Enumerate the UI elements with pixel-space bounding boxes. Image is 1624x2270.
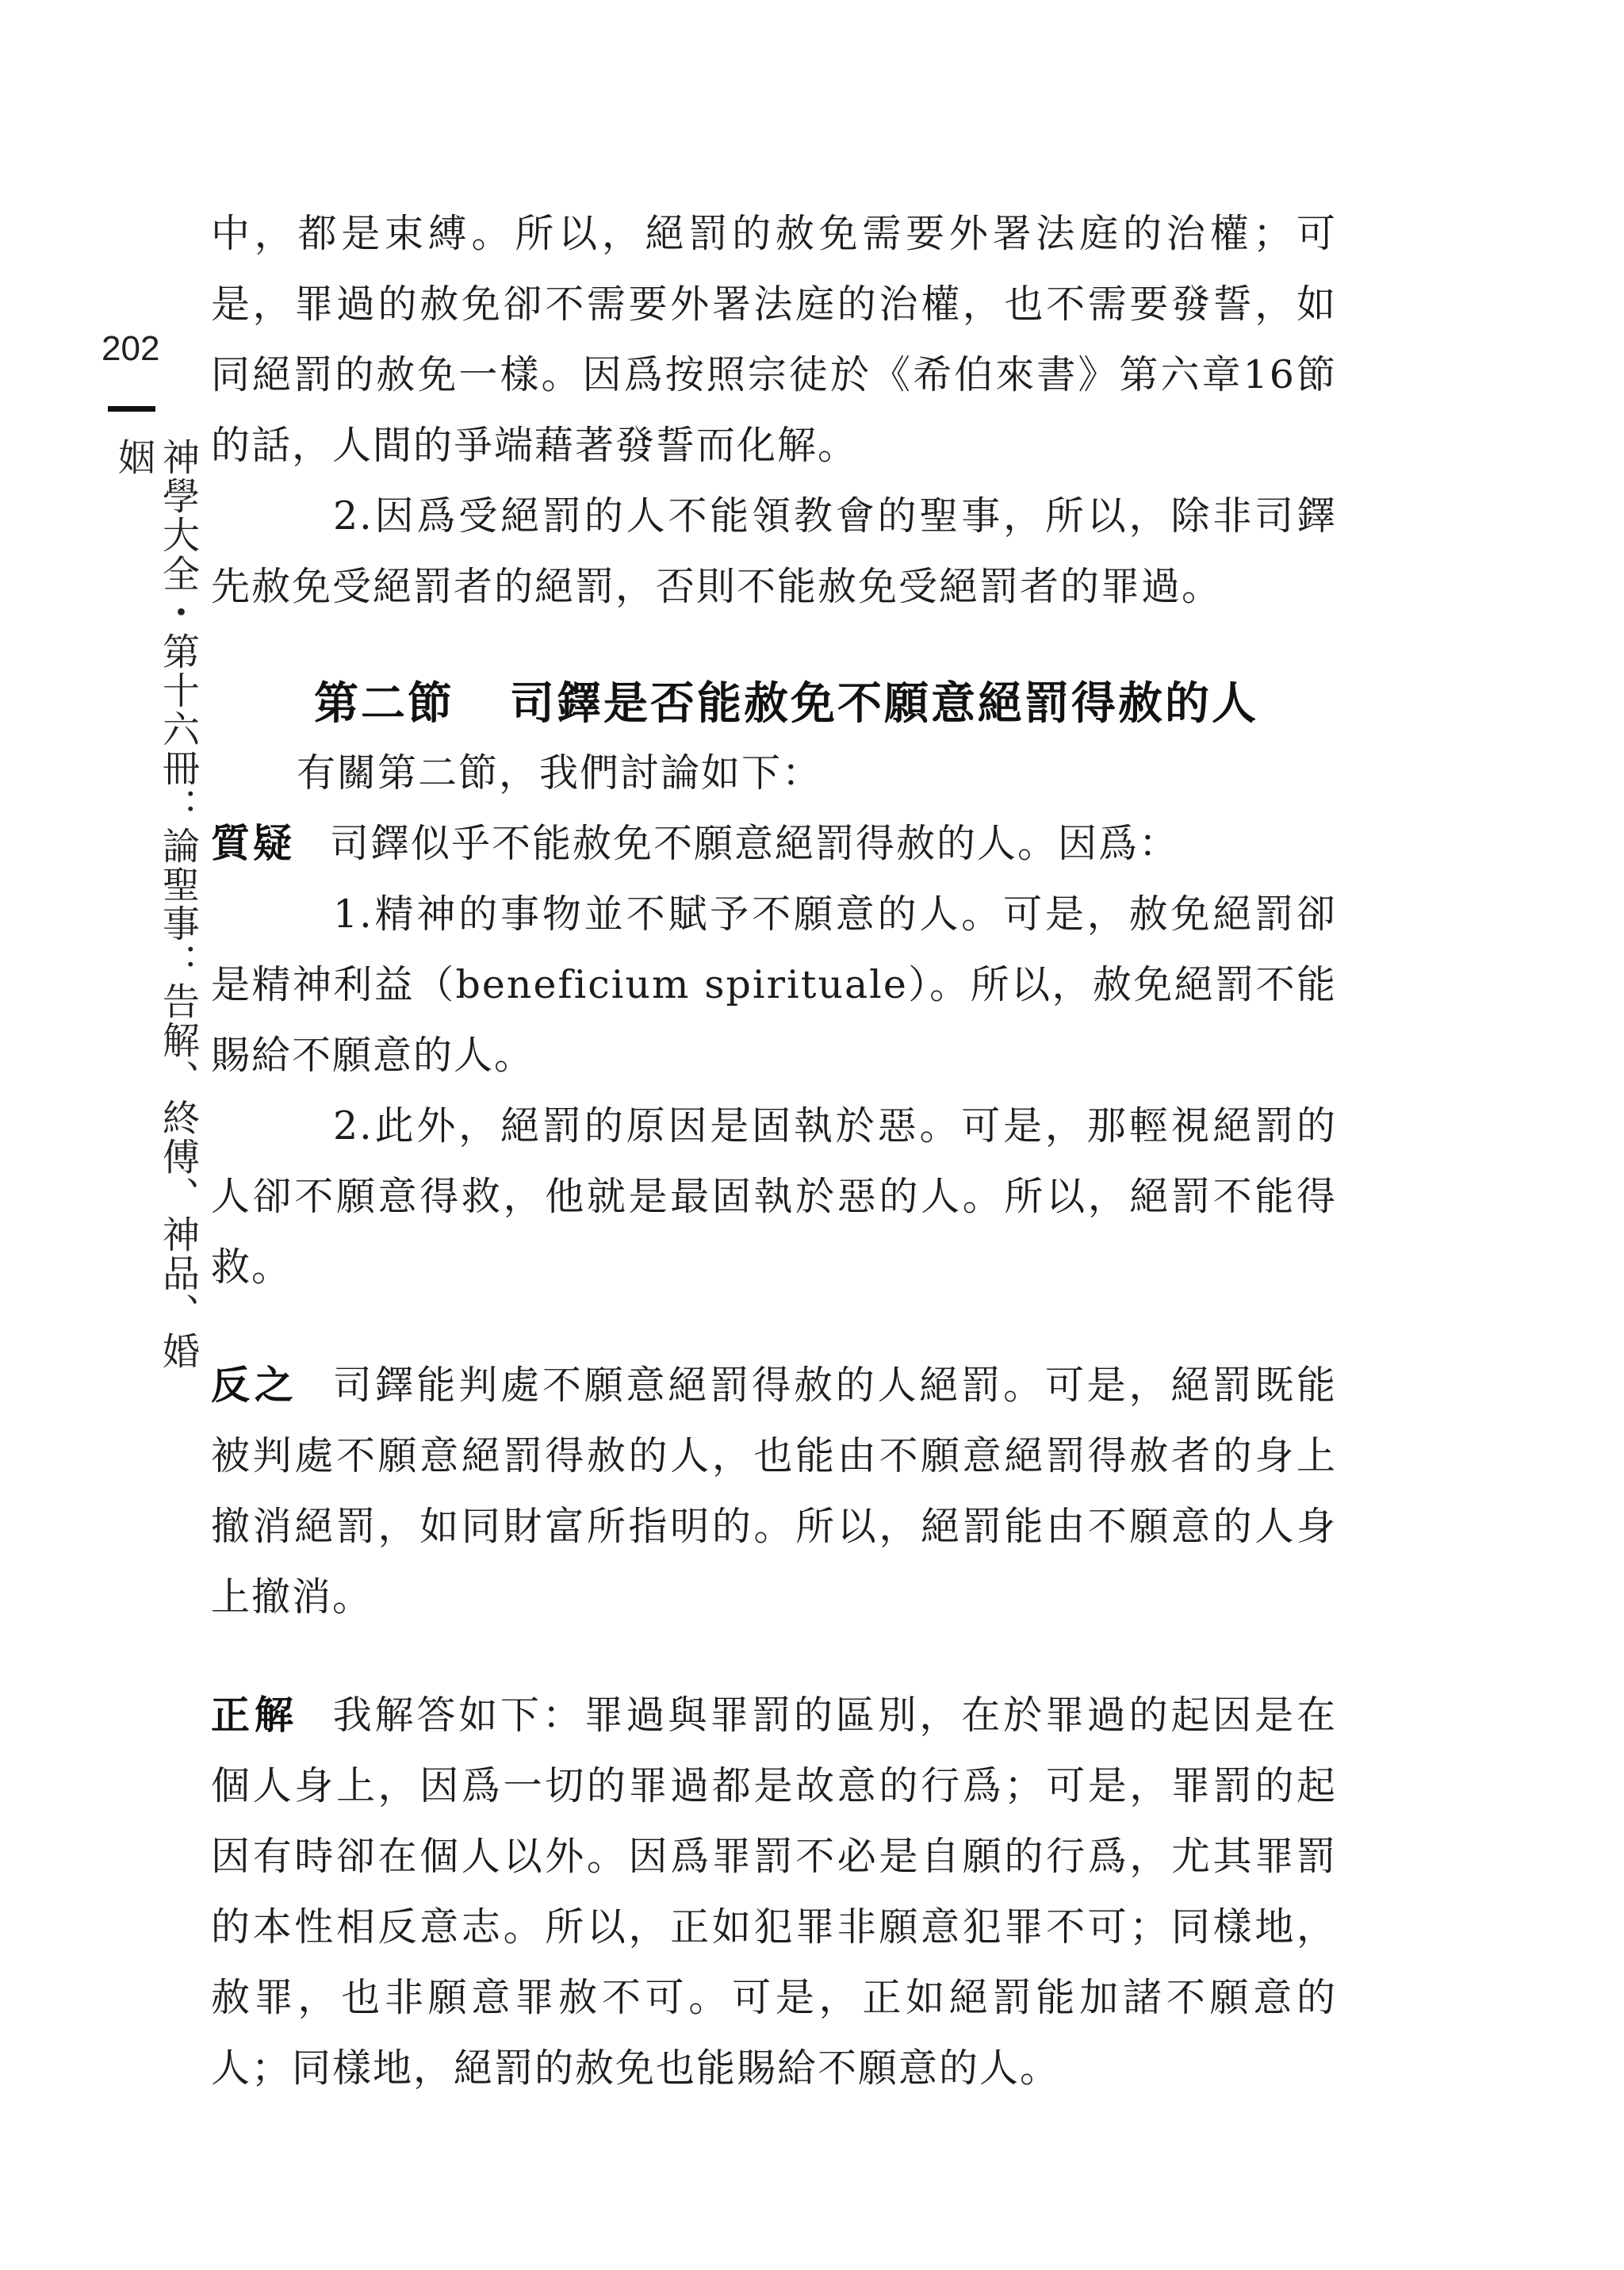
margin-rule [108,406,155,412]
objection-point-1: 1.精神的事物並不賦予不願意的人。可是，赦免絕罰卻是精神利益（beneficium spirituale）。所以，赦免絕罰不能賜給不願意的人。 [211,892,1337,1078]
answer-text: 我解答如下：罪過與罪罰的區別，在於罪過的起因是在個人身上，因爲一切的罪過都是故意的行爲；可是，罪罰的起因有時卻在個人以外。因爲罪罰不必是自願的行爲，尤其罪罰的本性相反意志。所以，正如犯罪非願意犯罪不可；同樣地，赦罪，也非願意罪赦不可。可是，正如絕罰能加諸不願意的人；同樣地，絕罰的赦免也能賜給不願意的人。 [211,1693,1337,2091]
objection-label: 質疑 [211,821,296,866]
sed-contra-paragraph [211,1350,1337,1632]
section-title: 司鐸是否能赦免不願意絕罰得赦的人 [510,677,1258,730]
section-intro: 有關第二節，我們討論如下： [297,750,823,796]
objection-text: 司鐸似乎不能赦免不願意絕罰得赦的人。因爲： [330,821,1180,866]
sed-contra-text: 司鐸能判處不願意絕罰得赦的人絕罰。可是，絕罰既能被判處不願意絕罰得赦的人，也能由不願意絕罰得赦者的身上撤消絕罰，如同財富所指明的。所以，絕罰能由不願意的人身上撤消。 [211,1363,1337,1620]
page-number: 202 [102,329,160,368]
body-text [211,198,1337,2103]
section-number: 第二節 [314,677,454,730]
answer-paragraph [211,1680,1337,2103]
running-title: 神學大全・第十六冊：論聖事：告解、終傅、神品、婚姻 [112,438,200,1371]
section-heading [211,669,1337,738]
sed-contra-label: 反之 [211,1363,298,1408]
paragraph-reply-2: 2.因爲受絕罰的人不能領教會的聖事，所以，除非司鐸先赦免受絕罰者的絕罰，否則不能赦免受絕罰者的罪過。 [211,493,1337,609]
answer-label: 正解 [211,1693,298,1738]
objection-point-2: 2.此外，絕罰的原因是固執於惡。可是，那輕視絕罰的人卻不願意得救，他就是最固執於惡的人。所以，絕罰不能得救。 [211,1103,1337,1290]
objection-paragraph [211,808,1337,879]
paragraph-continued: 中，都是束縛。所以，絕罰的赦免需要外署法庭的治權；可是，罪過的赦免卻不需要外署法庭的治權，也不需要發誓，如同絕罰的赦免一樣。因爲按照宗徒於《希伯來書》第六章16節的話，人間的爭端藉著發誓而化解。 [211,211,1337,468]
